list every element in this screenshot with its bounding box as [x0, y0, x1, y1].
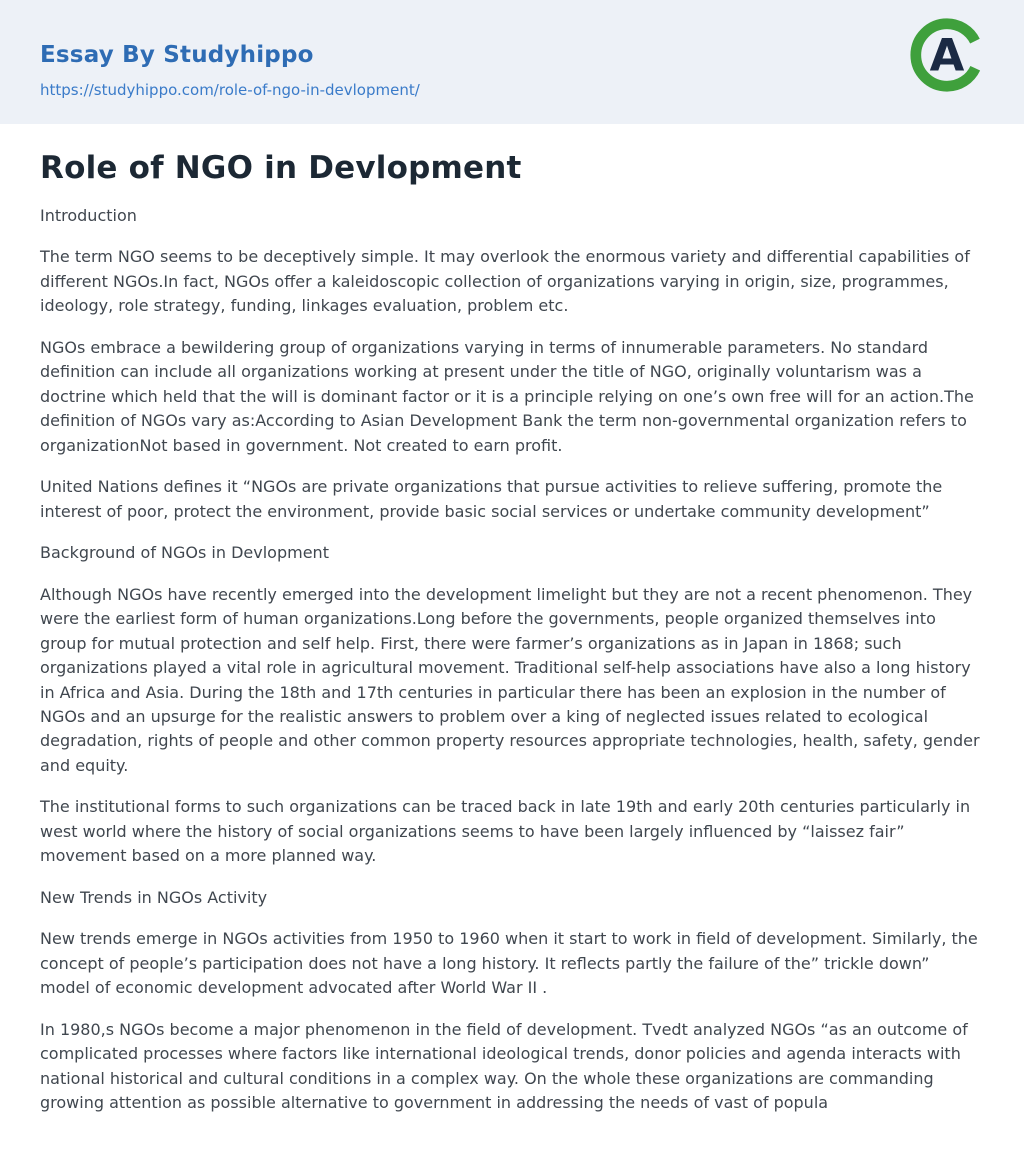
page-header: [0, 0, 1024, 124]
essay-paragraph: NGOs embrace a bewildering group of organizations varying in terms of innumerable parameters. No standard definition can include all organizations working at present under the title of NGO, originally voluntarism was a doctrine which held that the will is dominant factor or it is a principle relying on one’s own free will for an action.The definition of NGOs vary as:According to Asian Development Bank the term non-governmental organization refers to organizationNot based in government. Not created to earn profit.: [40, 337, 974, 455]
logo-ring-icon: [908, 16, 986, 94]
studyhippo-logo[interactable]: [908, 16, 986, 94]
essay-paragraph: New trends emerge in NGOs activities from 1950 to 1960 when it start to work in field of development. Similarly, the concept of people’s participation does not have a long history. It reflects partly the failure of the” trickle down” model of economic development advocated after World War II .: [40, 929, 978, 998]
source-url-link[interactable]: https://studyhippo.com/role-of-ngo-in-devlopment/: [40, 81, 420, 99]
essay-paragraph: Although NGOs have recently emerged into the development limelight but they are not a recent phenomenon. They were the earliest form of human organizations.Long before the governments, people organized themselves into group for mutual protection and self help. First, there were farmer’s organizations as in Japan in 1868; such organizations played a vital role in agricultural movement. Traditional self-help associations have also a long history in Africa and Asia. During the 18th and 17th centuries in particular there has been an explosion in the number of NGOs and an upsurge for the realistic answers to problem over a king of neglected issues related to ecological degradation, rights of people and other common property resources appropriate technologies, health, safety, gender and equity.: [40, 584, 980, 775]
logo-letter: A: [929, 28, 965, 82]
essay-paragraph: In 1980,s NGOs become a major phenomenon in the field of development. Tvedt analyzed NGOs “as an outcome of complicated processes where factors like international ideological trends, donor policies and agenda interacts with national historical and cultural conditions in a complex way. On the whole these organizations are commanding growing attention as possible alternative to government in addressing the needs of vast of popula: [40, 1019, 968, 1113]
essay-paragraph: The term NGO seems to be deceptively simple. It may overlook the enormous variety and differential capabilities of different NGOs.In fact, NGOs offer a kaleidoscopic collection of organizations varying in origin, size, programmes, ideology, role strategy, funding, linkages evaluation, problem etc.: [40, 247, 970, 316]
section-heading-background: Background of NGOs in Devlopment: [40, 543, 329, 563]
essay-article: [0, 124, 1024, 1173]
site-title: Essay By Studyhippo: [40, 42, 314, 68]
section-heading-introduction: Introduction: [40, 206, 137, 225]
essay-paragraph: The institutional forms to such organizations can be traced back in late 19th and early 20th centuries particularly in west world where the history of social organizations seems to have been largely influenced by “laissez fair” movement based on a more planned way.: [40, 797, 971, 866]
section-heading-new-trends: New Trends in NGOs Activity: [40, 887, 268, 907]
essay-paragraph: United Nations defines it “NGOs are private organizations that pursue activities to relieve suffering, promote the interest of poor, protect the environment, provide basic social services or undertake community development”: [40, 477, 943, 521]
page-title: Role of NGO in Devlopment: [40, 150, 522, 186]
